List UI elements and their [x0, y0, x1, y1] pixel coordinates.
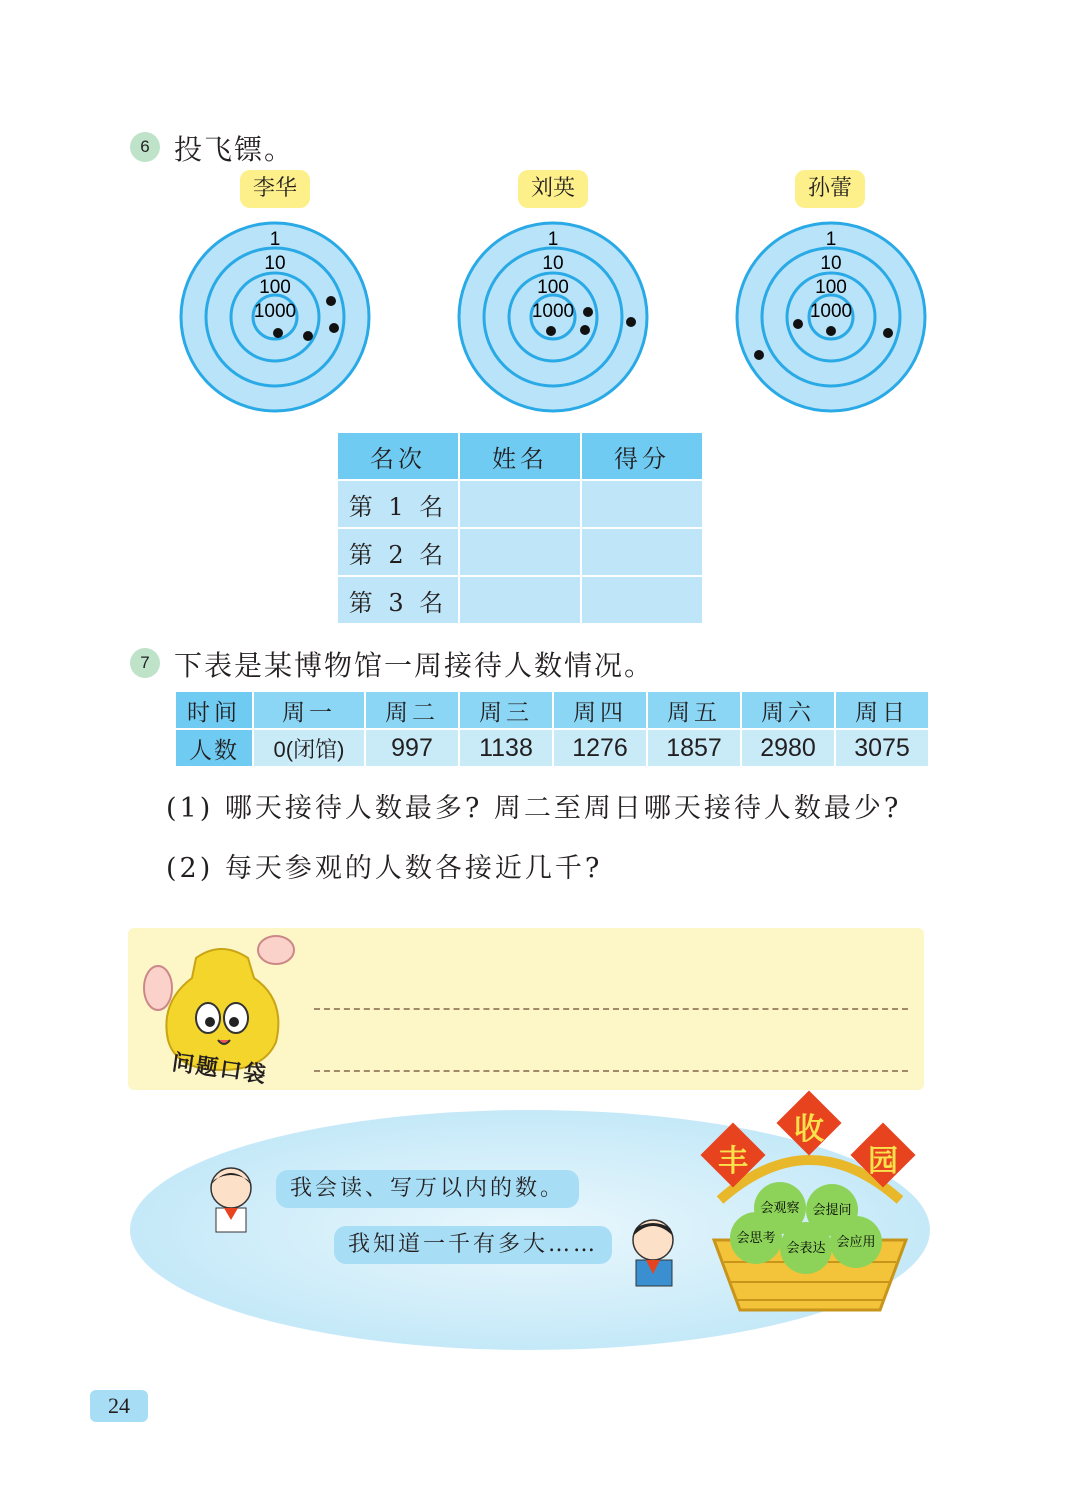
day-cell: 周四 [553, 691, 647, 729]
name-answer-cell[interactable] [459, 576, 581, 624]
table-header-cell: 名次 [337, 432, 459, 480]
rank-cell: 第 2 名 [337, 528, 459, 576]
museum-visitors-table [174, 690, 930, 768]
name-answer-cell[interactable] [459, 480, 581, 528]
dart-hit [754, 350, 764, 360]
table-row [337, 480, 703, 528]
question-7-title: 下表是某博物馆一周接待人数情况。 [174, 649, 655, 682]
ring-label: 10 [820, 253, 842, 274]
sub-question-2: (2) 每天参观的人数各接近几千? [166, 853, 603, 884]
banner-char: 园 [868, 1144, 898, 1179]
score-answer-cell[interactable] [581, 528, 703, 576]
boy-avatar [618, 1212, 688, 1287]
answer-line[interactable] [314, 1008, 908, 1010]
ring-label: 10 [264, 253, 286, 274]
count-cell: 1857 [647, 729, 741, 767]
ring-label: 100 [815, 277, 847, 298]
dartboard-liuying [448, 215, 658, 420]
question-number-7: 7 [130, 648, 160, 678]
day-cell: 周五 [647, 691, 741, 729]
apple-label: 会观察 [760, 1200, 800, 1215]
ranking-table [336, 431, 704, 625]
name-answer-cell[interactable] [459, 528, 581, 576]
ring-label: 10 [542, 253, 564, 274]
ring-label: 1000 [809, 301, 853, 322]
dart-hit [626, 317, 636, 327]
count-cell: 3075 [835, 729, 929, 767]
count-cell: 1138 [459, 729, 553, 767]
dart-hit [826, 326, 836, 336]
speech-bubble-1: 我会读、写万以内的数。 [276, 1170, 579, 1208]
table-row [175, 729, 929, 767]
dart-hit [883, 328, 893, 338]
question-6-title: 投飞镖。 [174, 133, 295, 166]
apple-label: 会表达 [786, 1240, 826, 1255]
table-header-cell: 得分 [581, 432, 703, 480]
dartboard-sunlei [726, 215, 936, 420]
ring-label: 1000 [531, 301, 575, 322]
banner-char: 丰 [718, 1144, 748, 1179]
player-name-tag: 李华 [240, 170, 310, 208]
banner-char: 收 [794, 1112, 824, 1147]
rank-cell: 第 3 名 [337, 576, 459, 624]
day-cell: 周二 [365, 691, 459, 729]
dart-hit [580, 325, 590, 335]
apple-label: 会应用 [836, 1234, 876, 1249]
score-answer-cell[interactable] [581, 576, 703, 624]
dart-hit [329, 323, 339, 333]
dartboard-lihua [170, 215, 380, 420]
table-row [175, 691, 929, 729]
player-name-tag: 孙蕾 [795, 170, 865, 208]
ring-label: 1000 [253, 301, 297, 322]
apple-label: 会思考 [736, 1230, 776, 1245]
ring-label: 100 [259, 277, 291, 298]
ring-label: 1 [825, 229, 837, 250]
dart-hit [793, 319, 803, 329]
ring-label: 1 [269, 229, 281, 250]
player-name-tag: 刘英 [518, 170, 588, 208]
apple-label: 会提问 [812, 1202, 852, 1217]
ring-label: 1 [547, 229, 559, 250]
sub-question-1: (1) 哪天接待人数最多? 周二至周日哪天接待人数最少? [166, 793, 902, 824]
day-cell: 周三 [459, 691, 553, 729]
row-header-time: 时间 [175, 691, 253, 729]
row-header-count: 人数 [175, 729, 253, 767]
count-cell: 997 [365, 729, 459, 767]
table-header-row [337, 432, 703, 480]
girl-avatar [196, 1160, 266, 1235]
count-cell: 1276 [553, 729, 647, 767]
dart-hit [273, 328, 283, 338]
table-header-cell: 姓名 [459, 432, 581, 480]
day-cell: 周日 [835, 691, 929, 729]
count-cell: 0(闭馆) [253, 729, 365, 767]
dart-hit [303, 331, 313, 341]
day-cell: 周六 [741, 691, 835, 729]
speech-bubble-2: 我知道一千有多大…… [334, 1226, 612, 1264]
rank-cell: 第 1 名 [337, 480, 459, 528]
table-row [337, 576, 703, 624]
ring-label: 100 [537, 277, 569, 298]
question-number-6: 6 [130, 132, 160, 162]
day-cell: 周一 [253, 691, 365, 729]
pocket-label: 问题口袋 [170, 1050, 270, 1089]
table-row [337, 528, 703, 576]
dart-hit [583, 307, 593, 317]
dart-hit [326, 296, 336, 306]
score-answer-cell[interactable] [581, 480, 703, 528]
dart-hit [546, 326, 556, 336]
answer-line[interactable] [314, 1070, 908, 1072]
count-cell: 2980 [741, 729, 835, 767]
page-number: 24 [90, 1390, 148, 1422]
